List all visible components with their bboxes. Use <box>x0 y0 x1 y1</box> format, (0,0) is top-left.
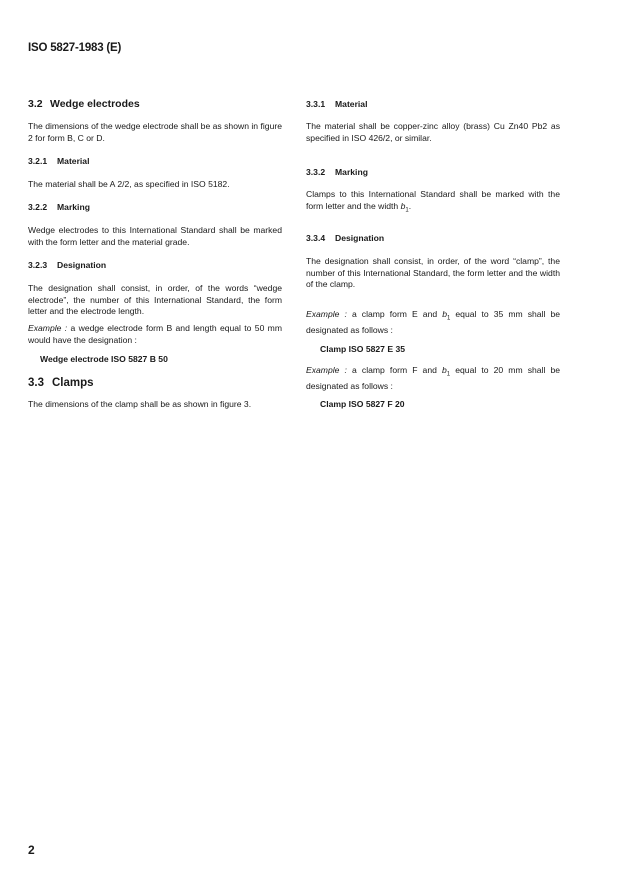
section-title: Material <box>57 156 90 166</box>
section-3-3-1-heading <box>306 99 560 110</box>
section-3-3-2-heading <box>306 167 560 178</box>
example-text: equal to 35 mm shall be designated as follows : <box>306 309 561 336</box>
example-text: a clamp form F and <box>352 365 437 375</box>
section-3-3-4-example-1 <box>306 309 560 337</box>
section-number: 3.2 <box>28 98 43 110</box>
section-3-3-4-designation-1 <box>320 344 574 354</box>
section-number: 3.2.2 <box>28 202 48 212</box>
paragraph: The designation shall consist, in order, of the word “clamp”, the number of this International Standard, the form letter and the width of the clamp. <box>306 256 560 290</box>
example-label: Example : <box>306 309 347 319</box>
paragraph: Clamps to this International Standard shall be marked with the form letter and the width <box>306 189 560 211</box>
section-3-2-3-heading <box>28 260 282 271</box>
section-number: 3.2.1 <box>28 156 48 166</box>
section-title: Designation <box>57 260 107 270</box>
section-3-3-1-text <box>306 121 560 144</box>
section-number: 3.3.1 <box>306 99 326 109</box>
paragraph: The dimensions of the wedge electrode shall be as shown in figure 2 for form B, C or D. <box>28 121 282 143</box>
width-subscript: 1 <box>405 207 409 214</box>
section-number: 3.3.4 <box>306 233 326 243</box>
document-header: ISO 5827-1983 (E) <box>28 42 122 54</box>
section-3-2-3-example <box>28 323 282 346</box>
section-3-2-3-text <box>28 283 282 318</box>
section-3-3-4-heading <box>306 233 560 244</box>
example-text: equal to 20 mm shall be designated as follows : <box>306 365 561 392</box>
section-3-3-2-text <box>306 189 560 217</box>
section-number: 3.2.3 <box>28 260 48 270</box>
width-symbol: b <box>400 200 406 211</box>
section-title: Clamps <box>52 377 94 389</box>
section-number: 3.3.2 <box>306 167 326 177</box>
paragraph: The designation shall consist, in order, of the words “wedge electrode”, the number of this International Standard, the form letter and the electrode length. <box>28 283 282 317</box>
width-subscript: 1 <box>446 371 451 378</box>
section-3-3-4-text <box>306 256 560 291</box>
section-3-3-text <box>28 399 282 411</box>
section-title: Marking <box>57 202 90 212</box>
width-subscript: 1 <box>447 315 451 322</box>
paragraph: Wedge electrodes to this International Standard shall be marked with the form letter and the material grade. <box>28 225 282 247</box>
section-3-2-text <box>28 121 282 144</box>
example-text: a wedge electrode form B and length equal to 50 mm would have the designation : <box>28 323 283 345</box>
section-3-2-1-text <box>28 179 282 191</box>
paragraph-end: . <box>408 200 412 211</box>
example-label: Example : <box>28 323 68 333</box>
section-number: 3.3 <box>28 377 44 389</box>
section-3-2-heading <box>28 98 282 111</box>
designation-text: Clamp ISO 5827 E 35 <box>320 344 406 354</box>
designation-text: Clamp ISO 5827 F 20 <box>320 399 405 409</box>
section-title: Designation <box>335 233 385 243</box>
example-label: Example : <box>306 365 347 375</box>
section-title: Wedge electrodes <box>50 98 140 110</box>
designation-text: Wedge electrode ISO 5827 B 50 <box>40 354 168 364</box>
section-3-3-heading <box>28 376 282 390</box>
paragraph: The material shall be A 2/2, as specified in ISO 5182. <box>28 179 230 189</box>
width-symbol: b <box>442 365 447 375</box>
page-number: 2 <box>28 843 35 857</box>
paragraph: The dimensions of the clamp shall be as shown in figure 3. <box>28 399 252 409</box>
section-3-2-3-designation <box>40 354 294 364</box>
section-3-2-2-heading <box>28 202 282 213</box>
section-3-2-1-heading <box>28 156 282 167</box>
example-text: a clamp form E and <box>351 309 438 319</box>
paragraph: The material shall be copper-zinc alloy (brass) Cu Zn40 Pb2 as specified in ISO 426/2, or similar. <box>306 121 560 143</box>
width-symbol: b <box>442 309 447 319</box>
section-title: Material <box>335 99 368 109</box>
section-title: Marking <box>335 167 368 177</box>
section-3-3-4-example-2 <box>306 365 560 393</box>
section-3-2-2-text <box>28 225 282 248</box>
section-3-3-4-designation-2 <box>320 399 574 409</box>
